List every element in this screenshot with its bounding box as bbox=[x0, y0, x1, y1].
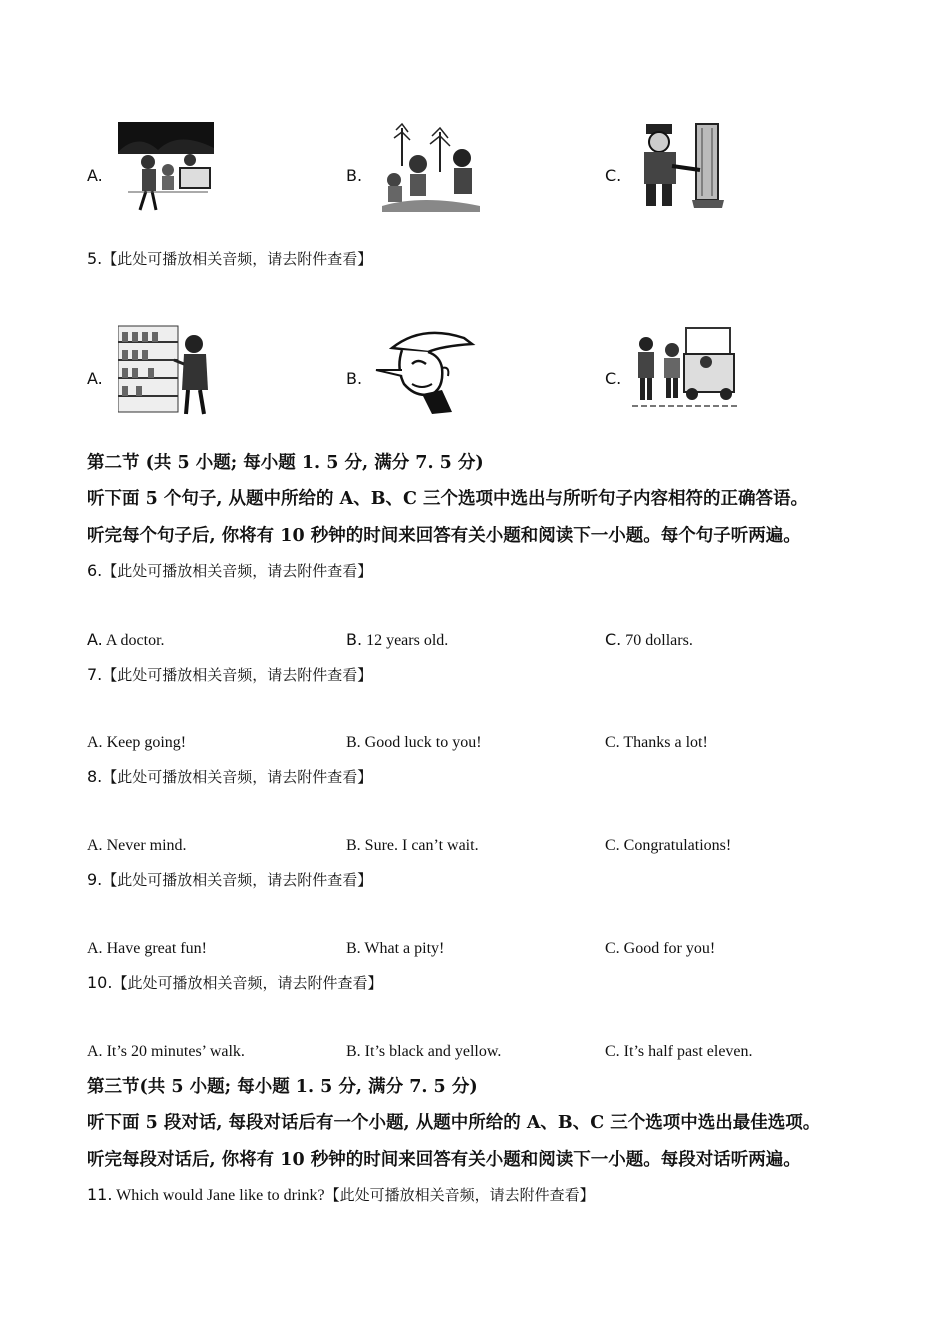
section-2-instruction-2: 听完每个句子后, 你将有 10 秒钟的时间来回答有关小题和阅读下一小题。每个句子听两遍。 bbox=[87, 526, 801, 546]
section-3-instruction-1: 听下面 5 段对话, 每段对话后有一个小题, 从题中所给的 A、B、C 三个选项中选出最佳选项。 bbox=[87, 1113, 821, 1133]
question-10 bbox=[87, 973, 382, 994]
question-number: 10. bbox=[87, 973, 113, 992]
question-5 bbox=[87, 249, 372, 270]
picture-children-planting-trees-icon bbox=[382, 122, 480, 212]
option-b[interactable]: B. Good luck to you! bbox=[346, 734, 482, 751]
audio-note: 【此处可播放相关音频，请去附件查看】 bbox=[112, 974, 383, 992]
option-c[interactable]: C. 70 dollars. bbox=[605, 630, 693, 649]
option-a[interactable]: A. Never mind. bbox=[87, 837, 187, 854]
question-number: 5. bbox=[87, 249, 103, 268]
option-c[interactable]: C. It’s half past eleven. bbox=[605, 1043, 753, 1060]
picture-man-with-hat-icon bbox=[372, 328, 476, 414]
option-label-a: A. bbox=[87, 166, 103, 185]
option-a[interactable]: A. A doctor. bbox=[87, 630, 165, 649]
question-8 bbox=[87, 767, 372, 788]
question-number: 9. bbox=[87, 870, 103, 889]
option-label-c: C. bbox=[605, 166, 622, 185]
question-6 bbox=[87, 561, 372, 582]
question-number: 8. bbox=[87, 767, 103, 786]
audio-note: 【此处可播放相关音频，请去附件查看】 bbox=[324, 1186, 595, 1204]
option-c[interactable]: C. Good for you! bbox=[605, 940, 716, 957]
question-7 bbox=[87, 665, 372, 686]
option-b[interactable]: B. 12 years old. bbox=[346, 630, 449, 649]
picture-people-under-tree-icon bbox=[118, 122, 214, 212]
section-2-instruction-1: 听下面 5 个句子, 从题中所给的 A、B、C 三个选项中选出与所听句子内容相符的正确答语。 bbox=[87, 489, 809, 509]
option-a[interactable]: A. Keep going! bbox=[87, 734, 187, 751]
picture-woman-shopping-icon bbox=[118, 320, 212, 416]
picture-man-cutting-tree-icon bbox=[632, 120, 728, 212]
option-label-c: C. bbox=[605, 369, 622, 388]
option-c[interactable]: C. Thanks a lot! bbox=[605, 734, 708, 751]
picture-police-helping-children-icon bbox=[632, 322, 738, 410]
option-label-a: A. bbox=[87, 369, 103, 388]
question-number: 7. bbox=[87, 665, 103, 684]
option-b[interactable]: B. What a pity! bbox=[346, 940, 445, 957]
audio-note: 【此处可播放相关音频，请去附件查看】 bbox=[102, 250, 373, 268]
question-number: 6. bbox=[87, 561, 103, 580]
question-number: 11. bbox=[87, 1185, 113, 1204]
audio-note: 【此处可播放相关音频，请去附件查看】 bbox=[102, 562, 373, 580]
question-text: Which would Jane like to drink? bbox=[112, 1187, 325, 1204]
audio-note: 【此处可播放相关音频，请去附件查看】 bbox=[102, 871, 373, 889]
audio-note: 【此处可播放相关音频，请去附件查看】 bbox=[102, 666, 373, 684]
question-11 bbox=[87, 1185, 595, 1206]
option-a[interactable]: A. Have great fun! bbox=[87, 940, 207, 957]
option-a[interactable]: A. It’s 20 minutes’ walk. bbox=[87, 1043, 245, 1060]
section-3-title: 第三节(共 5 小题; 每小题 1. 5 分, 满分 7. 5 分) bbox=[87, 1077, 478, 1097]
option-b[interactable]: B. It’s black and yellow. bbox=[346, 1043, 502, 1060]
option-label-b: B. bbox=[346, 166, 363, 185]
option-c[interactable]: C. Congratulations! bbox=[605, 837, 732, 854]
question-9 bbox=[87, 870, 372, 891]
option-b[interactable]: B. Sure. I can’t wait. bbox=[346, 837, 479, 854]
section-2-title: 第二节 (共 5 小题; 每小题 1. 5 分, 满分 7. 5 分) bbox=[87, 453, 484, 473]
audio-note: 【此处可播放相关音频，请去附件查看】 bbox=[102, 768, 373, 786]
section-3-instruction-2: 听完每段对话后, 你将有 10 秒钟的时间来回答有关小题和阅读下一小题。每段对话听两遍。 bbox=[87, 1150, 801, 1170]
option-label-b: B. bbox=[346, 369, 363, 388]
